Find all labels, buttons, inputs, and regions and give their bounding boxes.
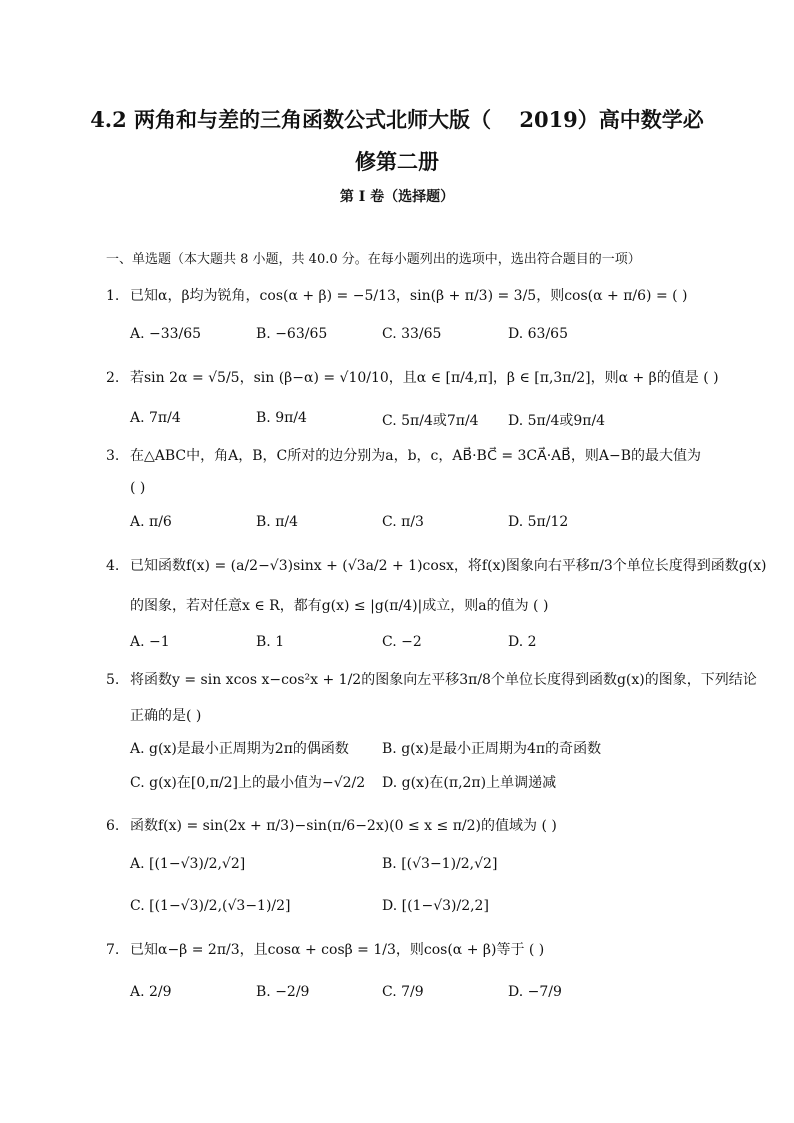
question-number: 7. bbox=[106, 942, 120, 958]
question-4-line-2: 的图象，若对任意x ∈ R，都有g(x) ≤ |g(π/4)|成立，则a的值为 ( ) bbox=[130, 598, 549, 614]
option-d: D. [(1−√3)/2,2] bbox=[382, 898, 489, 914]
option-c: C. [(1−√3)/2,(√3−1)/2] bbox=[130, 898, 291, 914]
option-b: B. [(√3−1)/2,√2] bbox=[382, 856, 498, 872]
option-b: B. −2/9 bbox=[256, 984, 310, 1000]
option-a: A. π/6 bbox=[130, 514, 172, 530]
option-d: D. 63/65 bbox=[508, 326, 568, 342]
question-number: 2. bbox=[106, 370, 120, 386]
option-b: B. π/4 bbox=[256, 514, 299, 530]
option-a: A. [(1−√3)/2,√2] bbox=[130, 856, 246, 872]
option-d: D. 5π/12 bbox=[508, 514, 569, 530]
option-c: C. π/3 bbox=[382, 514, 424, 530]
option-b: B. 1 bbox=[256, 634, 285, 650]
question-number: 1. bbox=[106, 288, 120, 304]
question-3-line-2: ( ) bbox=[130, 480, 146, 496]
question-text: 若sin 2α = √5/5，sin (β−α) = √10/10，且α ∈ [π/4,π]，β ∈ [π,3π/2]，则α + β的值是 ( ) bbox=[130, 370, 719, 386]
question-number: 5. bbox=[106, 672, 120, 688]
option-a: A. −1 bbox=[130, 634, 170, 650]
question-number: 3. bbox=[106, 448, 120, 464]
question-text-line-1: 将函数y = sin xcos x−cos²x + 1/2的图象向左平移3π/8个单位长度得到函数g(x)的图象，下列结论 bbox=[130, 672, 757, 688]
question-5-line-2: 正确的是( ) bbox=[130, 708, 202, 724]
question-number: 4. bbox=[106, 558, 120, 574]
option-c: C. 33/65 bbox=[382, 326, 442, 342]
option-b: B. 9π/4 bbox=[256, 410, 307, 426]
option-d: D. g(x)在(π,2π)上单调递减 bbox=[382, 775, 557, 791]
option-c: C. 7/9 bbox=[382, 984, 424, 1000]
question-text: 函数f(x) = sin(2x + π/3)−sin(π/6−2x)(0 ≤ x ≤ π/2)的值域为 ( ) bbox=[130, 818, 557, 834]
option-a: A. g(x)是最小正周期为2π的偶函数 bbox=[130, 741, 349, 757]
option-c: C. 5π/4或7π/4 bbox=[382, 413, 479, 429]
option-b: B. g(x)是最小正周期为4π的奇函数 bbox=[382, 741, 602, 757]
section-heading: 一、单选题（本大题共 8 小题，共 40.0 分。在每小题列出的选项中，选出符合题目的一项） bbox=[106, 252, 641, 267]
question-text-line-1: 已知函数f(x) = (a/2−√3)sinx + (√3a/2 + 1)cosx，将f(x)图象向右平移π/3个单位长度得到函数g(x) bbox=[130, 558, 767, 574]
volume-subtitle: 第 I 卷（选择题） bbox=[339, 189, 455, 205]
option-c: C. g(x)在[0,π/2]上的最小值为−√2/2 bbox=[130, 775, 366, 791]
option-a: A. 2/9 bbox=[130, 984, 172, 1000]
option-d: D. 2 bbox=[508, 634, 537, 650]
question-text: 已知α−β = 2π/3，且cosα + cosβ = 1/3，则cos(α + β)等于 ( ) bbox=[130, 942, 545, 958]
option-c: C. −2 bbox=[382, 634, 422, 650]
option-a: A. 7π/4 bbox=[130, 410, 181, 426]
option-b: B. −63/65 bbox=[256, 326, 328, 342]
option-d: D. −7/9 bbox=[508, 984, 562, 1000]
option-d: D. 5π/4或9π/4 bbox=[508, 413, 606, 429]
question-text: 已知α，β均为锐角，cos(α + β) = −5/13，sin(β + π/3) = 3/5，则cos(α + π/6) = ( ) bbox=[130, 288, 688, 304]
document-title-line-1: 4.2 两角和与差的三角函数公式北师大版（ 2019）高中数学必 bbox=[90, 107, 704, 132]
document-title-line-2: 修第二册 bbox=[355, 149, 439, 174]
question-text-line-1: 在△ABC中，角A，B，C所对的边分别为a，b，c，AB⃗·BC⃗ = 3CA⃗·AB⃗，则A−B的最大值为 bbox=[130, 448, 702, 464]
question-number: 6. bbox=[106, 818, 120, 834]
option-a: A. −33/65 bbox=[130, 326, 202, 342]
